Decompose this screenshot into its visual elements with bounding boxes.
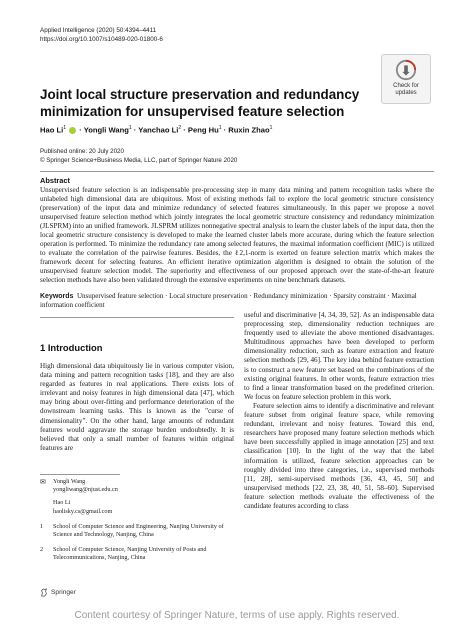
publisher-logo [40, 588, 76, 597]
journal-header [40, 26, 163, 44]
author-list: Hao Li$^1$ · Yongli Wang$^1$ · Yanchao $Li^2$ · Peng $Hu^1$ · Ruxin Zhao$^1$ [40, 125, 273, 135]
keywords-label: Keywords [40, 293, 74, 300]
check-for-updates-badge[interactable] [381, 54, 431, 104]
author-name[interactable]: Ruxin Zhao [228, 125, 270, 135]
check-for-updates-icon [395, 59, 417, 81]
contact-name: Yongli Wang [53, 478, 86, 485]
envelope-icon: ✉ [40, 478, 46, 486]
author-name[interactable]: Peng Hu [187, 125, 219, 135]
author-name[interactable]: Yongli Wang [83, 125, 129, 135]
abstract-text: Unsupervised feature selection is an indispensable pre-processing step in many data mining and pattern recognition tasks where the unlabeled high dimensional data are ubiquitous. Most of existing methods fail to explore the local geometric structure consistency (preservation) of the input data and minimize redundancy of selected features simultaneously. In this paper we propose a novel unsupervised feature selection method which jointly integrates the local geometric structure consistency and redundancy minimization (JLSPRM) into an unified framework. JLSPRM utilizes nonnegative spectral analysis to learn the cluster labels of the input data, then the local geometric structure consistency is developed to make the learned cluster labels more accurate, during which the feature selection operation is performed. To minimize the redundancy rate among selected features, the maximal information coefficient (MIC) is utilized to evaluate the correlation of the pairwise features. Besides, the ℓ2,1-norm is exerted on feature selection matrix which makes the framework decent for selecting features. An efficient iterative optimization algorithm is designed to obtain the solution of the unsupervised feature selection model. The superiority and effectiveness of our proposed approach over the state-of-the-art feature selection methods have also been validated through the extensive experiments on nine benchmark datasets. [40, 186, 434, 285]
published-date: Published online: 20 July 2020 [40, 148, 124, 155]
abstract-heading: Abstract [40, 176, 70, 185]
divider [40, 317, 234, 318]
affiliation: 2 School of Computer Science, Nanjing University of Posts and Telecommunications, Nanjing, China [40, 546, 207, 562]
badge-label: Check for updates [393, 83, 419, 96]
contact-email[interactable]: yongliwang@njust.edu.cn [53, 486, 118, 494]
keywords [40, 292, 434, 310]
springer-horse-icon [40, 588, 48, 597]
publisher-name: Springer [51, 589, 76, 596]
contact-email[interactable]: haolisky.cs@gmail.com [53, 507, 113, 515]
paper-title: Joint local structure preservation and redundancy minimization for unsupervised feature selection [40, 87, 360, 119]
doi-link[interactable]: https://doi.org/10.1007/s10489-020-01800-6 [40, 36, 163, 43]
contact-block [40, 478, 234, 516]
intro-paragraph: useful and discriminative [4, 34, 39, 52]. As an indispensable data preprocessing step, dimensionality reduction techniques are frequently used to alleviate the above mentioned disadvantages. Multitudinous approaches have been developed to perform dimensionality reduction, such as feature extraction and feature selection methods [29, 46]. The key idea behind feature extraction is to construct a new feature set based on the combinations of the existing original features. In other words, feature extraction tries to find a linear transformation based on the predefined criterion. We focus on feature selection problem in this work. [244, 311, 434, 401]
affiliation: 1 School of Computer Science and Engineering, Nanjing University of Science and Technology, Nanjing, China [40, 522, 224, 539]
journal-name: Applied Intelligence (2020) 50:4394–4411 [40, 27, 157, 34]
author-name[interactable]: Yanchao Li [138, 125, 179, 135]
author-name[interactable]: Hao Li [40, 125, 64, 135]
courtesy-notice: Content courtesy of Springer Nature, terms of use apply. Rights reserved. [74, 610, 400, 621]
intro-paragraph: Feature selection aims to identify a discriminative and relevant feature subset from original feature space, while removing redundant, irrelevant and noisy features. Toward this end, researchers have proposed many feature selection methods which have been successfully applied in image annotation [25] and text classification [10]. In the light of the way that the label information is utilized, feature selection approaches can be roughly divided into three categories, i.e., supervised methods [11, 28], semi-supervised methods [36, 43, 45, 50] and unsupervised methods [22, 23, 38, 40, 51, 58–60]. Supervised feature selection methods evaluate the effectiveness of the candidate features according to class [244, 401, 434, 510]
divider [40, 171, 434, 172]
contact-name: Hao Li [53, 499, 71, 507]
section-heading-introduction: 1 Introduction [40, 342, 103, 353]
keywords-list: Unsupervised feature selection · Local structure preservation · Redundancy minimization · Sparsity constraint · Maximal information coefficient [40, 292, 417, 309]
intro-right-column [244, 311, 434, 511]
publication-info [40, 147, 237, 165]
intro-left-paragraph: High dimensional data ubiquitously lie in various computer vision, data mining and pattern recognition tasks [18], and they are also regarded as features in real applications. There exists lots of irrelevant and noisy features in high dimensional data [47], which may bring about over-fitting and performance deterioration of the downstream learning tasks. This is known as the "curse of dimensionality". On the other hand, large amounts of redundant features would aggravate the storage burden undoubtedly. It is believed that only a small number of features within original features are [40, 362, 234, 452]
footnote-divider [40, 474, 120, 475]
copyright-line: © Springer Science+Business Media, LLC, part of Springer Nature 2020 [40, 157, 238, 164]
orcid-icon[interactable] [69, 127, 76, 134]
footnotes [40, 478, 234, 570]
